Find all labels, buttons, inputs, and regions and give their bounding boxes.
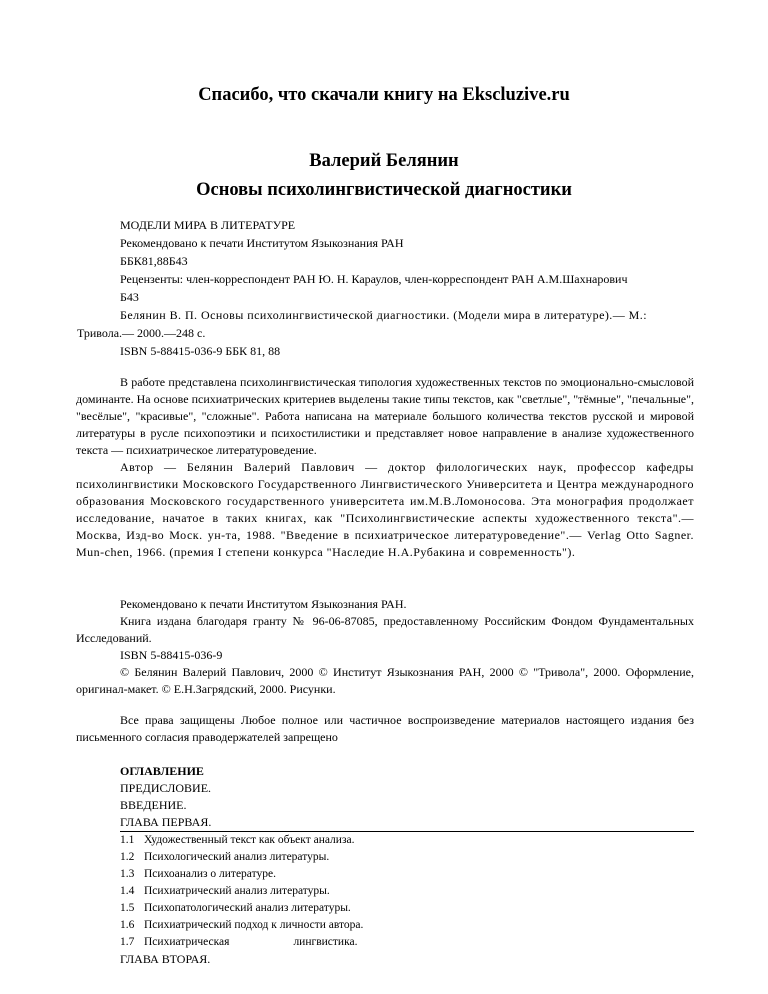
toc-section-title: Художественный текст как объект анализа. [144,834,355,846]
toc-section-title: Психиатрический подход к личности автора. [144,919,364,931]
toc-sections [120,832,694,934]
toc-section-title: Психологический анализ литературы. [144,851,330,863]
imprint-isbn: ISBN 5-88415-036-9 [120,648,223,662]
toc-section-number: 1.6 [120,919,135,931]
toc-section[interactable] [120,832,694,849]
toc-item-chapter-1[interactable]: ГЛАВА ПЕРВАЯ. [120,814,694,832]
citation-line: Белянин В. П. Основы психолингвистической диагностики. (Модели мира в литературе).— М.: [120,308,647,322]
toc-section-title: Психиатрический анализ литературы. [144,885,330,897]
toc-item-preface[interactable]: ПРЕДИСЛОВИЕ. [120,781,212,795]
toc-item-chapter-2[interactable]: ГЛАВА ВТОРАЯ. [120,952,211,966]
toc-section-number: 1.4 [120,885,135,897]
toc-section-number: 1.7 [120,936,135,948]
imprint-block [76,596,694,698]
toc-section[interactable] [120,900,694,917]
toc-section-number: 1.5 [120,902,135,914]
toc-section-1-7[interactable] [120,934,694,951]
reviewers-line: Рецензенты: член-корреспондент РАН Ю. Н. Караулов, член-корреспондент РАН А.М.Шахнарович [120,272,628,286]
toc-section-title-part-b: лингвистика. [293,936,358,948]
toc-section[interactable] [120,849,694,866]
code-line: Б43 [120,290,139,304]
toc-section[interactable] [120,883,694,900]
isbn-line: ISBN 5-88415-036-9 ББК 81, 88 [120,344,281,358]
toc-section[interactable] [120,866,694,883]
toc-heading: ОГЛАВЛЕНИЕ [120,764,204,778]
imprint-recommended: Рекомендовано к печати Институтом Языкознания РАН. [120,597,407,611]
abstract-paragraph: В работе представлена психолингвистическая типология художественных текстов по эмоционально-смысловой доминанте. На основе психиатрических критериев выделены такие типы текстов, как "светлые", "тёмные", "печальные", "весёлые", "красивые", "сложные". Работа написана на материале большого количества текстов русской и мировой литературы в русле психопоэтики и психостилистики и представляет новое направление в анализе художественного текста — психиатрическое литературоведение. [76,375,694,457]
toc-item-intro[interactable]: ВВЕДЕНИЕ. [120,798,187,812]
imprint-copyright: © Белянин Валерий Павлович, 2000 © Институт Языкознания РАН, 2000 © "Тривола", 2000. Оформление, оригинал-макет. © Е.Н.Загрядский, 2000. Рисунки. [76,665,694,696]
book-title: Основы психолингвистической диагностики [196,180,572,200]
toc-section-title-part-a: Психиатрическая [144,936,230,948]
bibliographic-block [77,216,700,360]
table-of-contents [120,763,694,968]
citation-continuation: Тривола.— 2000.—248 с. [77,326,206,340]
toc-section-number: 1.1 [120,834,135,846]
toc-section-title: Психопатологический анализ литературы. [144,902,351,914]
toc-section[interactable] [120,917,694,934]
rights-block [76,712,694,746]
author-info-paragraph: Автор — Белянин Валерий Павлович — доктор филологических наук, профессор кафедры психолингвистики Московского Государственного Лингвистического Университета и Центра международного образования Московского государственного университета им.М.В.Ломоносова. Эта монография продолжает исследование, начатое в таких книгах, как "Психолингвистические аспекты художественного текста".— Москва, Изд-во Моск. ун-та, 1988. "Введение в психиатрическое литературоведение".— Verlag Otto Sagner. Mun-chen, 1966. (премия I степени конкурса "Наследие Н.А.Рубакина и современность"). [76,460,694,559]
toc-section-title: Психоанализ о литературе. [144,868,276,880]
series-line: МОДЕЛИ МИРА В ЛИТЕРАТУРЕ [120,218,296,232]
book-author: Валерий Белянин [309,151,459,171]
rights-paragraph: Все права защищены Любое полное или частичное воспроизведение материалов настоящего издания без письменного согласия праводержателей запрещено [76,713,694,744]
recommended-line: Рекомендовано к печати Институтом Языкознания РАН [120,236,404,250]
annotation-block [76,374,694,561]
download-banner: Спасибо, что скачали книгу на Eksсluzive.ru [198,85,570,105]
toc-section-number: 1.2 [120,851,135,863]
toc-section-number: 1.3 [120,868,135,880]
bbk-line: ББК81,88Б43 [120,254,188,268]
imprint-grant: Книга издана благодаря гранту № 96-06-87085, предоставленному Российским Фондом Фундаментальных Исследований. [76,614,694,645]
